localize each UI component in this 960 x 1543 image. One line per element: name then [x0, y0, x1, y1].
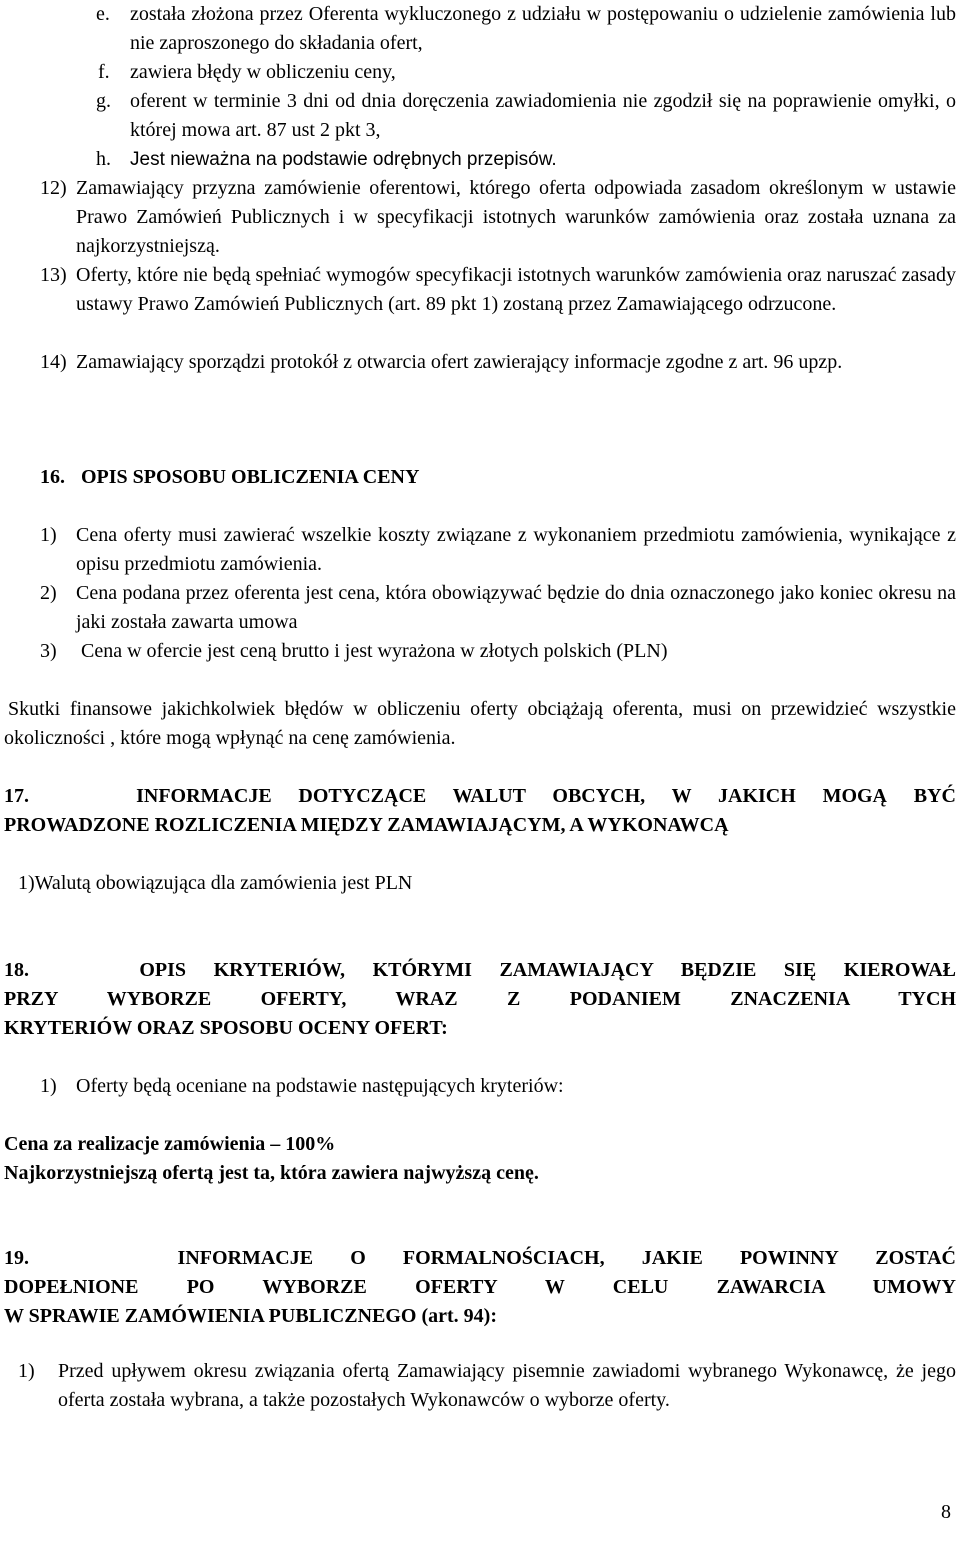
section-heading-line: DOPEŁNIONE PO WYBORZE OFERTY W CELU ZAWARCIA UMOWY — [4, 1276, 956, 1298]
page-number: 8 — [941, 1501, 951, 1523]
section-heading-line: W SPRAWIE ZAMÓWIENIA PUBLICZNEGO (art. 94): — [4, 1305, 497, 1327]
item-text: Oferty, które nie będą spełniać wymogów specyfikacji istotnych warunków zamówienia oraz naruszać zasady ustawy Prawo Zamówień Publicznych (art. 89 pkt 1) zostaną przez Zamawiającego odrzucone. — [76, 264, 956, 315]
list-item: 1)Walutą obowiązująca dla zamówienia jest PLN — [18, 872, 413, 894]
item-number: 13) — [40, 264, 67, 286]
item-text: Zamawiający przyzna zamówienie oferentowi, którego oferta odpowiada zasadom określonym w ustawie Prawo Zamówień Publicznych i w specyfikacji istotnych warunków zamówienia oraz została uznana za najkorzystniejszą. — [76, 177, 956, 257]
item-number: 1) — [40, 1075, 57, 1097]
item-number: 1) — [18, 1360, 35, 1382]
item-text: Cena oferty musi zawierać wszelkie koszty związane z wykonaniem przedmiotu zamówienia, wynikające z opisu przedmiotu zamówienia. — [76, 524, 956, 575]
criterion: Cena za realizacje zamówienia – 100% — [4, 1133, 336, 1155]
item-number: 1) — [40, 524, 57, 546]
list-marker: f. — [98, 61, 110, 83]
list-item-text: została złożona przez Oferenta wykluczonego z udziału w postępowaniu o udzielenie zamówienia lub nie zaproszonego do składania ofert, — [130, 3, 956, 54]
section-heading-line: INFORMACJE O FORMALNOŚCIACH, JAKIE POWINNY ZOSTAĆ — [177, 1247, 956, 1269]
item-number: 3) — [40, 640, 57, 662]
section-heading-line: KRYTERIÓW ORAZ SPOSOBU OCENY OFERT: — [4, 1017, 448, 1039]
item-number: 12) — [40, 177, 67, 199]
section-heading: OPIS SPOSOBU OBLICZENIA CENY — [81, 466, 420, 488]
section-heading-line: PROWADZONE ROZLICZENIA MIĘDZY ZAMAWIAJĄCYM, A WYKONAWCĄ — [4, 814, 729, 836]
section-heading-line: PRZY WYBORZE OFERTY, WRAZ Z PODANIEM ZNACZENIA TYCH — [4, 988, 956, 1010]
section-heading — [4, 782, 956, 811]
item-number: 2) — [40, 582, 57, 604]
list-marker: g. — [96, 90, 111, 112]
section-number: 18. — [4, 959, 29, 981]
section-number: 17. — [4, 785, 29, 807]
item-number: 14) — [40, 351, 67, 373]
section-heading — [4, 956, 956, 985]
list-marker: h. — [96, 148, 111, 170]
section-heading — [4, 1244, 956, 1273]
list-item-text: Jest nieważna na podstawie odrębnych przepisów. — [130, 149, 557, 170]
item-text: Przed upływem okresu związania ofertą Zamawiający pisemnie zawiadomi wybranego Wykonawcę, że jego oferta została wybrana, a także pozostałych Wykonawców o wyborze oferty. — [58, 1360, 956, 1411]
section-number: 16. — [40, 466, 65, 488]
item-text: Cena w ofercie jest ceną brutto i jest wyrażona w złotych polskich (PLN) — [81, 640, 668, 662]
list-item-text: zawiera błędy w obliczeniu ceny, — [130, 61, 396, 83]
section-number: 19. — [4, 1247, 29, 1269]
item-text: Cena podana przez oferenta jest cena, która obowiązywać będzie do dnia oznaczonego jako koniec okresu na jaki została zawarta umowa — [76, 582, 956, 633]
best-offer-note: Najkorzystniejszą ofertą jest ta, która zawiera najwyższą cenę. — [4, 1162, 539, 1184]
section-heading-line: INFORMACJE DOTYCZĄCE WALUT OBCYCH, W JAKICH MOGĄ BYĆ — [136, 785, 956, 807]
list-marker: e. — [96, 3, 110, 25]
paragraph: Skutki finansowe jakichkolwiek błędów w obliczeniu oferty obciążają oferenta, musi on przewidzieć wszystkie okoliczności , które mogą wpłynąć na cenę zamówienia. — [4, 698, 956, 749]
item-text: Oferty będą oceniane na podstawie następujących kryteriów: — [76, 1075, 564, 1097]
list-item-text: oferent w terminie 3 dni od dnia doręczenia zawiadomienia nie zgodził się na poprawienie omyłki, o której mowa art. 87 ust 2 pkt 3, — [130, 90, 956, 141]
section-heading-line: OPIS KRYTERIÓW, KTÓRYMI ZAMAWIAJĄCY BĘDZIE SIĘ KIEROWAŁ — [139, 959, 957, 981]
item-text: Zamawiający sporządzi protokół z otwarcia ofert zawierający informacje zgodne z art. 96 upzp. — [76, 351, 843, 373]
